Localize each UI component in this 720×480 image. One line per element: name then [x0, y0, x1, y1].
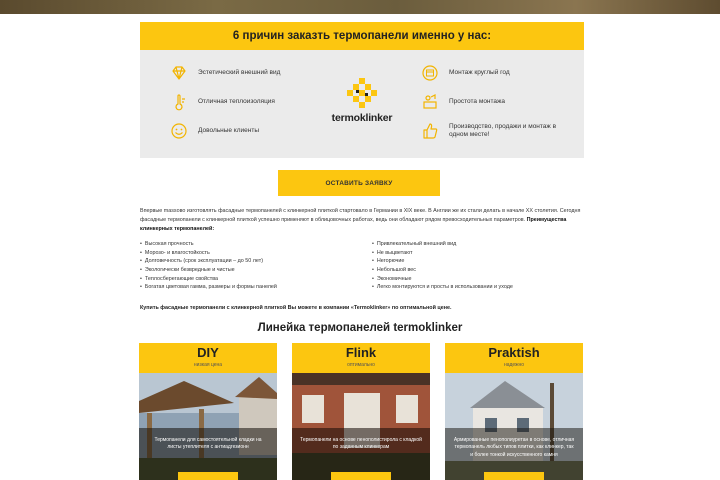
list-item: • Долговечность (срок эксплуатации – до 50 лет)	[140, 257, 372, 266]
card-more-button[interactable]	[331, 472, 391, 480]
house-photo-icon	[292, 373, 430, 480]
header-photo-strip	[0, 0, 720, 14]
reason-text: Производство, продажи и монтаж в одном месте!	[449, 122, 557, 138]
intro-bold: Преимущества клинкерных термопанелей:	[140, 216, 567, 232]
card-description: Термопанели на основе пенополистирола с кладкой по заданным клинкерам	[300, 437, 422, 451]
reason-item	[170, 122, 259, 140]
card-description: Армированные пенополиуретан в основе, отличная термопанель любых типов плитки, как клинкер, так и более тонкой искусственного камня	[453, 437, 575, 458]
card-more-button[interactable]	[484, 472, 544, 480]
list-item: • Богатая цветовая гамма, размеры и формы панелей	[140, 283, 372, 292]
product-card-flink	[292, 343, 430, 480]
list-item: • Экономичные	[372, 275, 584, 284]
card-subtitle: низкая цена	[193, 362, 223, 369]
diamond-icon	[170, 64, 188, 82]
intro-text: Впервые massово изготовлять фасадные термопанелей с клинкерной плиткой стартовало в Германии в XIX веке. В Англии же их стали делать в начале XX столетия. Сегодня фасадные термопанели с клинкерной плиткой успешно применяют в облицовочных работах, ведь они обладают рядом превосходительных параметров.	[140, 208, 581, 223]
lineup-title: Линейка термопанелей termoklinker	[257, 322, 463, 334]
worker-icon	[421, 93, 439, 111]
list-item: • Экологически безвредные и чистые	[140, 266, 372, 275]
leave-request-button[interactable]: ОСТАВИТЬ ЗАЯВКУ	[278, 170, 440, 196]
thumbs-up-icon	[421, 122, 439, 140]
card-description: Термопанели для самостоятельной кладки на листы утеплителя с антиадгезионн	[154, 437, 262, 451]
card-image	[292, 373, 430, 480]
logo-text: termoklinker	[331, 112, 393, 124]
list-item: • Теплосберегающие свойства	[140, 275, 372, 284]
termoklinker-logo	[320, 76, 404, 124]
buy-text: Купить фасадные термопанели с клинкерной плиткой Вы можете в компании «Termoklinker» по оптимальной цене.	[140, 305, 452, 311]
card-header	[445, 343, 583, 373]
reason-item	[421, 64, 571, 82]
reason-item	[170, 64, 280, 82]
reasons-title: 6 причин заказть термопанели именно у нас:	[140, 22, 584, 50]
card-header	[292, 343, 430, 373]
house-photo-icon	[139, 373, 277, 480]
card-image	[445, 373, 583, 480]
advantages-left	[140, 240, 372, 292]
card-title: DIY	[197, 345, 219, 360]
list-item: • Высокая прочность	[140, 240, 372, 249]
card-subtitle: надежно	[503, 362, 525, 369]
reason-text: Монтаж круглый год	[449, 68, 510, 76]
advantages-right	[372, 240, 584, 292]
list-item: • Небольшой вес	[372, 266, 584, 275]
card-more-button[interactable]	[178, 472, 238, 480]
reason-item	[421, 122, 566, 140]
list-item: • Легко монтируются и просты в использовании и уходе	[372, 283, 584, 292]
reason-item	[170, 93, 275, 111]
reason-text: Эстетический внешний вид	[198, 68, 281, 76]
house-photo-icon	[445, 373, 583, 480]
list-item: • Негорючие	[372, 257, 584, 266]
advantages-list	[140, 240, 584, 292]
reason-text: Довольные клиенты	[198, 126, 259, 134]
card-title: Flink	[345, 345, 377, 360]
list-item: • Морозо- и влагостойкость	[140, 249, 372, 258]
card-subtitle: оптимально	[347, 362, 375, 369]
card-title: Praktish	[488, 345, 540, 360]
smile-icon	[170, 122, 188, 140]
intro-paragraph	[140, 207, 584, 234]
logo-mark-icon	[345, 76, 379, 110]
reason-text: Отличная теплоизоляция	[198, 97, 275, 105]
calendar-icon	[421, 64, 439, 82]
list-item: • Привлекательный внешний вид	[372, 240, 584, 249]
list-item: • Не выцветают	[372, 249, 584, 258]
product-card-diy	[139, 343, 277, 480]
card-image	[139, 373, 277, 480]
reasons-section	[140, 22, 584, 158]
product-card-praktish	[445, 343, 583, 480]
card-header	[139, 343, 277, 373]
reason-item	[421, 93, 571, 111]
thermometer-icon	[170, 93, 188, 111]
reason-text: Простота монтажа	[449, 97, 506, 105]
